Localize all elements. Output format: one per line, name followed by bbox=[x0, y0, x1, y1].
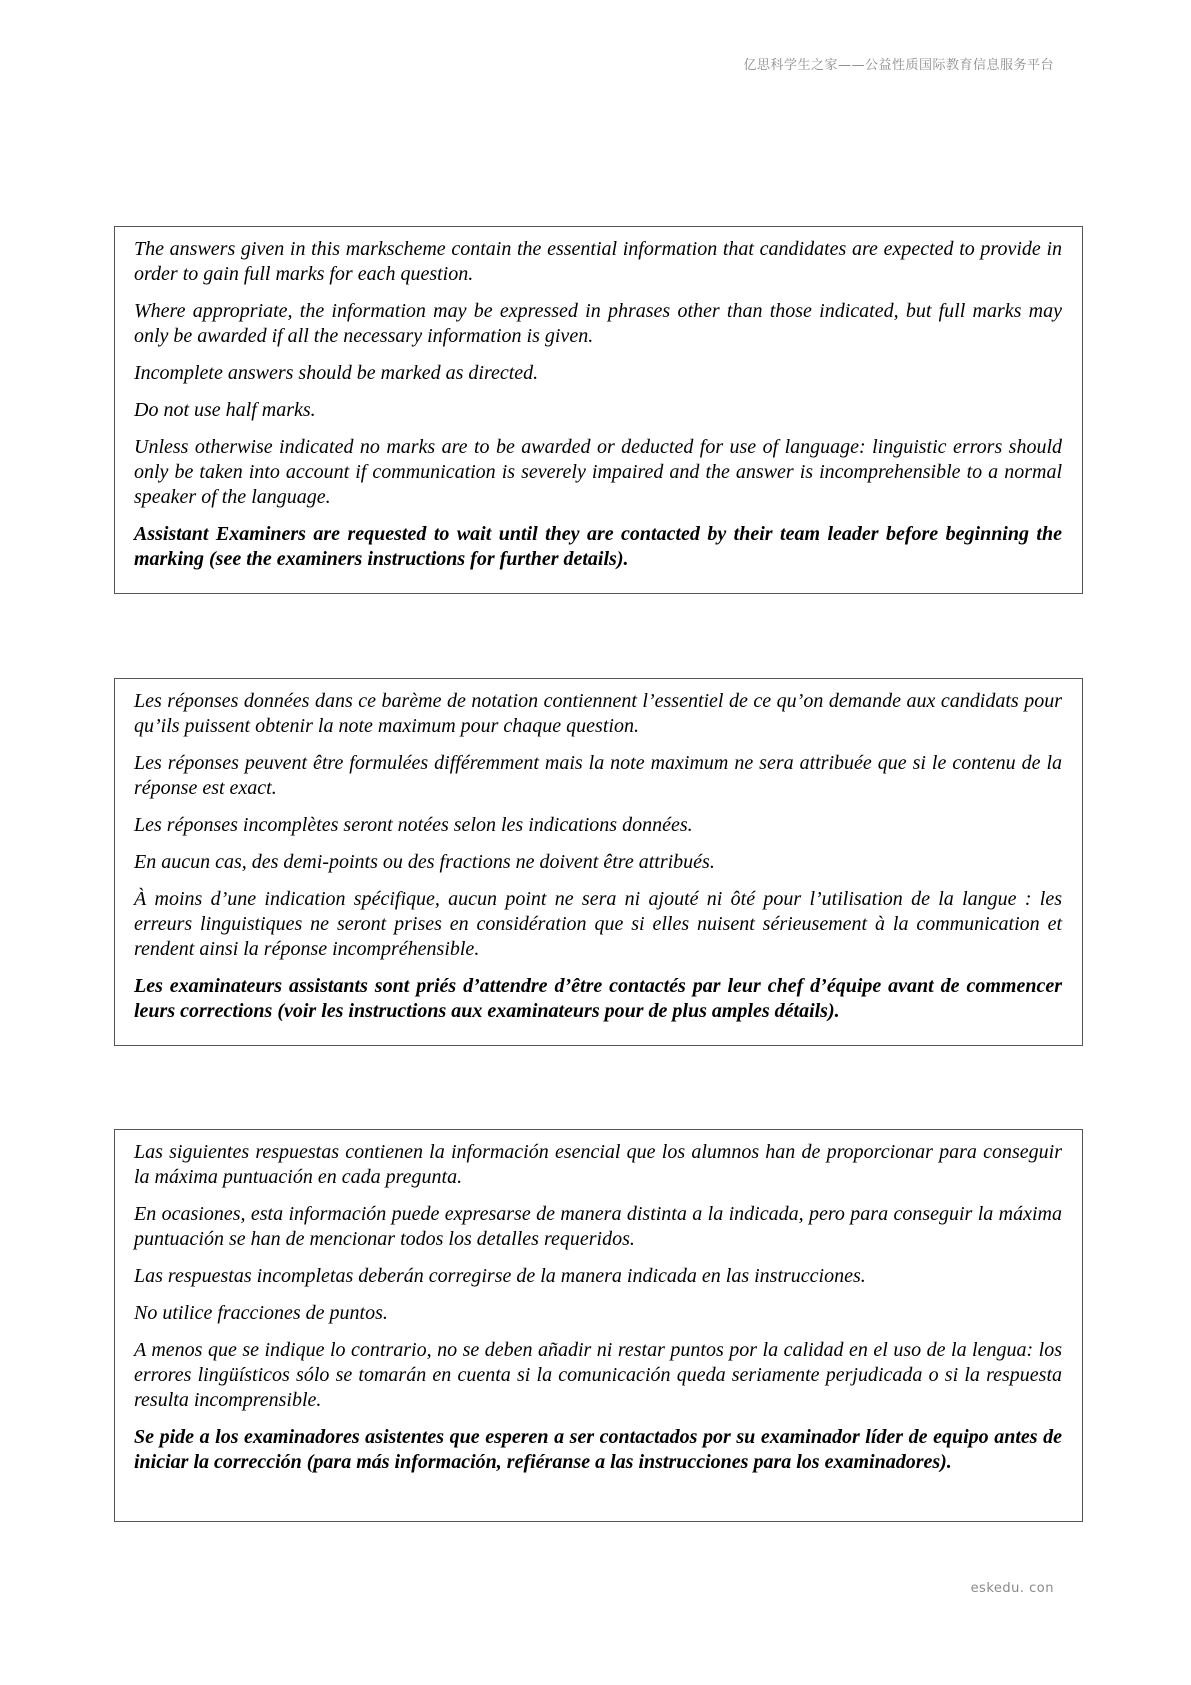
english-paragraph-2: Where appropriate, the information may be expressed in phrases other than those indicated, but full marks may only be awarded if all the necessary information is given. bbox=[134, 300, 1062, 347]
spanish-instructions-box bbox=[114, 1129, 1083, 1522]
french-instructions-box bbox=[114, 678, 1083, 1046]
english-paragraph-4: Do not use half marks. bbox=[134, 399, 316, 421]
french-paragraph-5: À moins d’une indication spécifique, aucun point ne sera ni ajouté ni ôté pour l’utilisation de la langue : les erreurs linguistiques ne seront prises en considération que si elles nuisent sérieusement à la communication et rendent ainsi la réponse incompréhensible. bbox=[134, 888, 1062, 960]
spanish-paragraph-1: Las siguientes respuestas contienen la información esencial que los alumnos han de proporcionar para conseguir la máxima puntuación en cada pregunta. bbox=[134, 1141, 1062, 1188]
english-paragraph-5: Unless otherwise indicated no marks are to be awarded or deducted for use of language: linguistic errors should only be taken into account if communication is severely impaired and the answer is incomprehensible to a normal speaker of the language. bbox=[134, 436, 1062, 508]
english-paragraph-1: The answers given in this markscheme contain the essential information that candidates are expected to provide in order to gain full marks for each question. bbox=[134, 238, 1062, 285]
spanish-paragraph-5: A menos que se indique lo contrario, no se deben añadir ni restar puntos por la calidad en el uso de la lengua: los errores lingüísticos sólo se tomarán en cuenta si la comunicación queda seriamente perjudicada o si la respuesta resulta incomprensible. bbox=[134, 1339, 1062, 1411]
spanish-paragraph-4: No utilice fracciones de puntos. bbox=[134, 1302, 388, 1324]
french-paragraph-1: Les réponses données dans ce barème de notation contiennent l’essentiel de ce qu’on demande aux candidats pour qu’ils puissent obtenir la note maximum pour chaque question. bbox=[134, 690, 1062, 737]
french-paragraph-3: Les réponses incomplètes seront notées selon les indications données. bbox=[134, 814, 693, 836]
french-paragraph-2: Les réponses peuvent être formulées différemment mais la note maximum ne sera attribuée que si le contenu de la réponse est exact. bbox=[134, 752, 1062, 799]
spanish-paragraph-2: En ocasiones, esta información puede expresarse de manera distinta a la indicada, pero para conseguir la máxima puntuación se han de mencionar todos los detalles requeridos. bbox=[134, 1203, 1062, 1250]
header-watermark: 亿思科学生之家——公益性质国际教育信息服务平台 bbox=[743, 58, 1054, 73]
french-paragraph-4: En aucun cas, des demi-points ou des fractions ne doivent être attribués. bbox=[134, 851, 715, 873]
french-examiner-notice: Les examinateurs assistants sont priés d’attendre d’être contactés par leur chef d’équipe avant de commencer leurs corrections (voir les instructions aux examinateurs pour de plus amples détails). bbox=[134, 975, 1062, 1022]
spanish-examiner-notice: Se pide a los examinadores asistentes que esperen a ser contactados por su examinador líder de equipo antes de iniciar la corrección (para más información, refiéranse a las instrucciones para los examinadores). bbox=[134, 1426, 1062, 1473]
english-instructions-box bbox=[114, 226, 1083, 594]
spanish-paragraph-3: Las respuestas incompletas deberán corregirse de la manera indicada en las instrucciones. bbox=[134, 1265, 866, 1287]
english-examiner-notice: Assistant Examiners are requested to wait until they are contacted by their team leader before beginning the marking (see the examiners instructions for further details). bbox=[134, 523, 1062, 570]
english-paragraph-3: Incomplete answers should be marked as directed. bbox=[134, 362, 539, 384]
footer-site: eskedu. con bbox=[970, 1581, 1054, 1596]
